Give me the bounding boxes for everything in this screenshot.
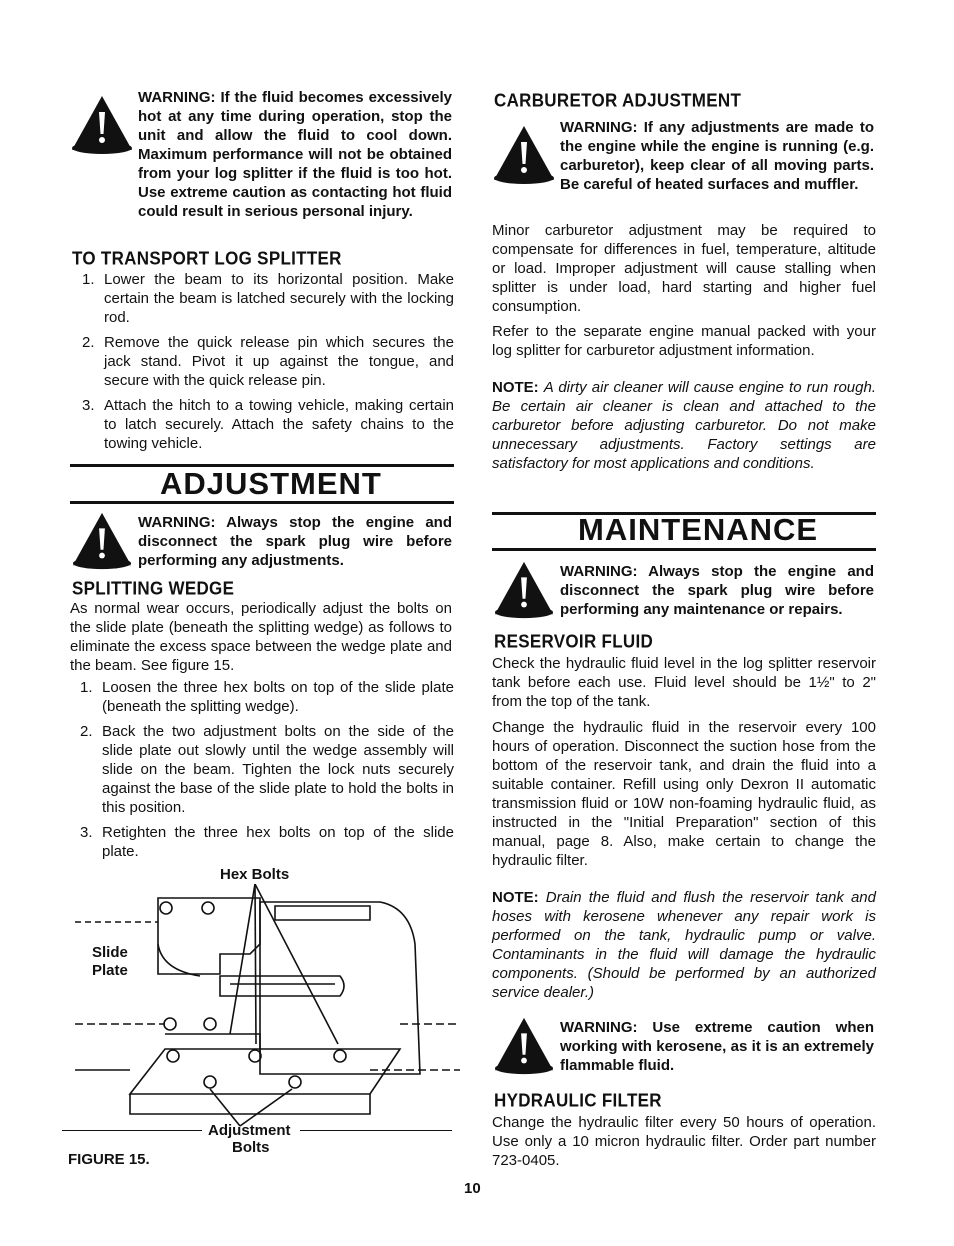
list-item: 1. Lower the beam to its horizontal position. Make certain the beam is latched securely with the locking rod. [82,271,454,326]
list-item: 1. Loosen the three hex bolts on top of the slide plate (beneath the splitting wedge). [80,679,454,715]
heading-splitting-wedge: SPLITTING WEDGE [72,578,235,599]
list-item: 2. Remove the quick release pin which secures the jack stand. Pivot it up against the tongue, and secure with the quick release pin. [82,334,454,389]
heading-hydraulic-filter: HYDRAULIC FILTER [494,1090,662,1111]
reservoir-note [492,888,876,1002]
maintenance-rule-bottom [492,548,876,551]
figure-caption: FIGURE 15. [68,1151,150,1168]
carb-note [492,378,876,473]
warning-block-fluid-hot [70,88,454,221]
label-adjustment: Adjustment [208,1122,291,1139]
warning-text: WARNING: Always stop the engine and disconnect the spark plug wire before performing any maintenance or repairs. [560,563,874,618]
warning-triangle-icon [492,124,556,186]
adjustment-rule-bottom [70,501,454,504]
warning-block-adjustment [70,513,454,571]
warning-text: WARNING: Always stop the engine and disconnect the spark plug wire before performing any adjustments. [138,514,452,569]
warning-text: WARNING: If any adjustments are made to the engine while the engine is running (e.g. carburetor), keep clear of all moving parts. Be careful of heated surfaces and muffler. [560,119,874,193]
figure-15-illustration [70,884,460,1134]
page-number: 10 [464,1180,481,1197]
warning-block-kerosene [492,1018,876,1076]
warning-triangle-icon [492,1016,556,1076]
warning-triangle-icon [70,511,134,571]
warning-triangle-icon [492,560,556,620]
list-item: 3. Attach the hitch to a towing vehicle, making certain to latch securely. Attach the safety chains to the towing vehicle. [82,397,454,452]
list-item: 2. Back the two adjustment bolts on the side of the slide plate out slowly until the wedge assembly will slide on the beam. Tighten the lock nuts securely against the base of the slide plate to hold the bolts in this position. [80,723,454,816]
warning-block-maintenance [492,562,876,620]
carb-paragraph-1: Minor carburetor adjustment may be required to compensate for differences in fuel, temperature, altitude or load. Improper adjustment will cause stalling when splitter is under load, hard starting and higher fuel consumption. [492,222,876,315]
warning-text: WARNING: If the fluid becomes excessively hot at any time during operation, stop the unit and allow the fluid to cool down. Maximum performance will not be obtained from your log splitter if the fluid is too hot. Use extreme caution as contacting hot fluid could result in serious personal injury. [138,89,452,220]
label-slide: Slide [92,944,128,961]
filter-paragraph: Change the hydraulic filter every 50 hours of operation. Use only a 10 micron hydraulic filter. Order part number 723-0405. [492,1114,876,1169]
section-title-maintenance: MAINTENANCE [578,512,819,547]
figure-dash-left [62,1130,202,1131]
heading-reservoir: RESERVOIR FLUID [494,631,654,652]
reservoir-paragraph-2: Change the hydraulic fluid in the reservoir every 100 hours of operation. Disconnect the suction hose from the bottom of the reservoir tank, and drain the fluid into a suitable container. Refill using only Dexron II automatic transmission fluid or 10W non-foaming hydraulic fluid, as instructed in the "Initial Preparation" section of this manual, page 8. Also, make certain to change the hydraulic filter. [492,719,876,869]
section-title-adjustment: ADJUSTMENT [160,466,382,501]
heading-carburetor: CARBURETOR ADJUSTMENT [494,90,742,111]
wedge-intro: As normal wear occurs, periodically adjust the bolts on the slide plate (beneath the splitting wedge) as follows to eliminate the excess space between the wedge plate and the beam. See figure 15. [70,600,452,674]
note-text: A dirty air cleaner will cause engine to run rough. Be certain air cleaner is clean and attached to the carburetor before adjusting carburetor. Do not make unnecessary adjustments. Factory settings are satisfactory for most applications and conditions. [492,379,876,472]
warning-block-carburetor [492,118,876,194]
list-item: 3. Retighten the three hex bolts on top of the slide plate. [80,824,454,860]
note-text: Drain the fluid and flush the reservoir tank and hoses with kerosene whenever any repair work is performed on the tank, hydraulic pump or valve. Contaminants in the fluid will damage the hydraulic components. (Should be performed by an authorized service dealer.) [492,889,876,1001]
note-label: NOTE: [492,379,539,396]
heading-transport: TO TRANSPORT LOG SPLITTER [72,248,342,269]
warning-text: WARNING: Use extreme caution when working with kerosene, as it is an extremely flammable fluid. [560,1019,874,1074]
carb-paragraph-2: Refer to the separate engine manual packed with your log splitter for carburetor adjustment information. [492,323,876,359]
wedge-steps [70,678,454,867]
figure-dash-right [300,1130,452,1131]
reservoir-paragraph-1: Check the hydraulic fluid level in the log splitter reservoir tank before each use. Fluid level should be 1½" to 2" from the top of the tank. [492,655,876,710]
warning-triangle-icon [70,94,134,156]
transport-steps [72,270,454,459]
label-hex-bolts: Hex Bolts [220,866,290,883]
note-label: NOTE: [492,889,539,906]
label-bolts: Bolts [232,1139,270,1156]
label-plate: Plate [92,962,128,979]
